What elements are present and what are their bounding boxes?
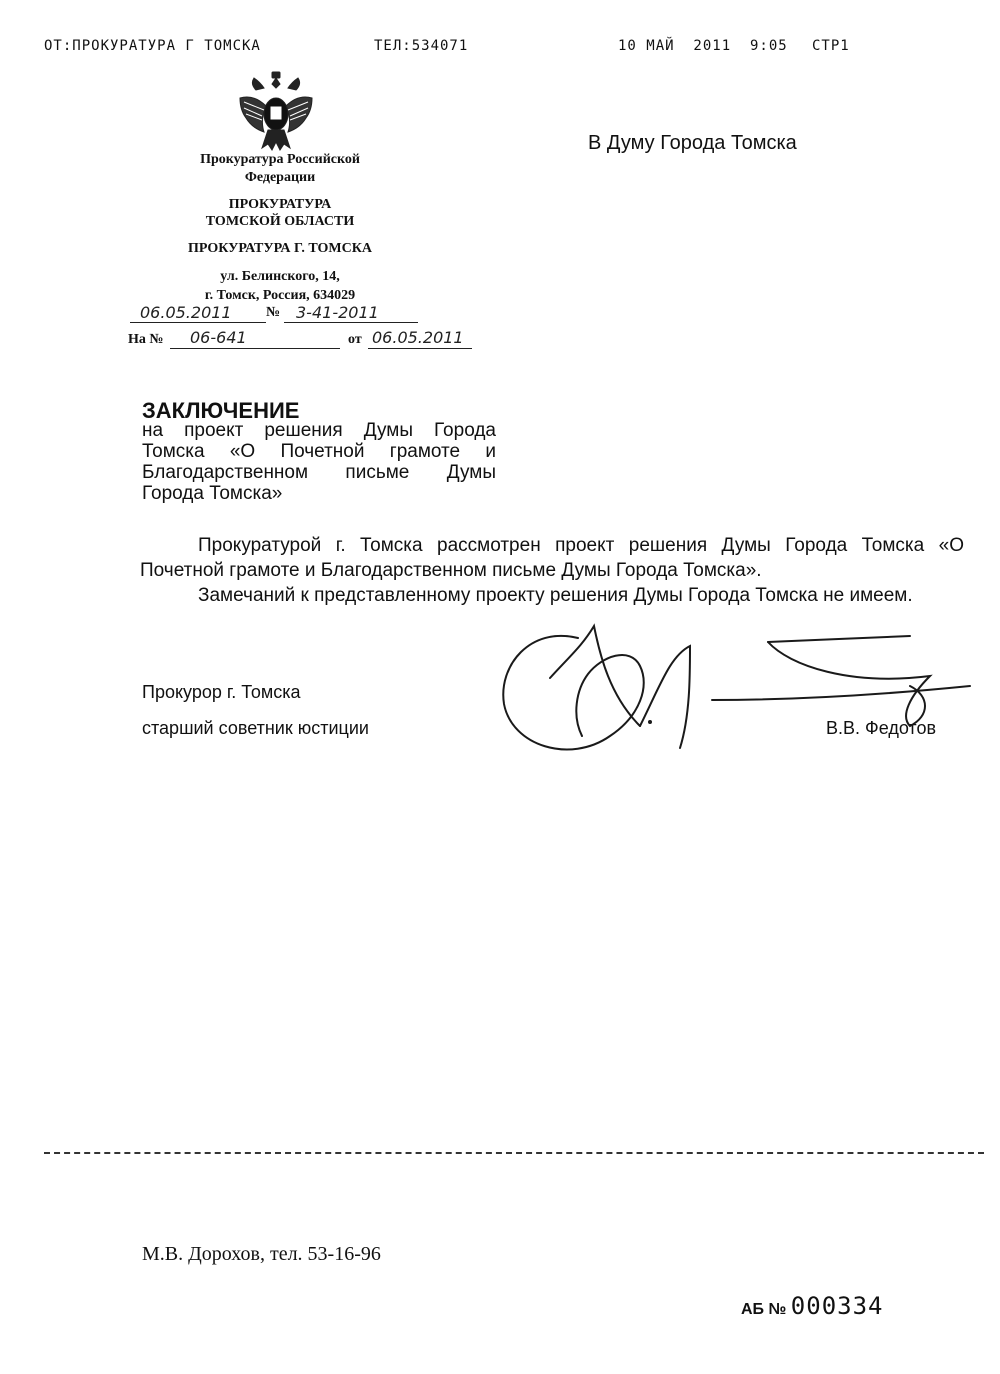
org-name-line4: ТОМСКОЙ ОБЛАСТИ [205,214,355,229]
outgoing-number-line [284,322,418,323]
fax-page: СТР1 [812,38,850,54]
document-title: ЗАКЛЮЧЕНИЕ [142,398,300,423]
recipient: В Думу Города Томска [588,132,797,154]
serial-stamp [741,1292,884,1320]
outgoing-number-label: № [266,305,281,320]
handwritten-signature [490,616,980,766]
org-name-line2: Федерации [244,170,316,185]
outgoing-number: 3-41-2011 [296,303,379,322]
address-line1: ул. Белинского, 14, [220,269,340,284]
body-paragraph-1: Прокуратурой г. Томска рассмотрен проект решения Думы Города Томска «О Почетной грамоте и Благодарственном письме Думы Города Томска». [140,535,964,581]
reference-date: 06.05.2011 [372,328,464,347]
reference-number: 06-641 [190,328,247,347]
reference-number-line [170,348,340,349]
serial-label: АБ № [741,1301,787,1318]
signer-position-line1: Прокурор г. Томска [142,682,301,702]
outgoing-date: 06.05.2011 [140,303,232,322]
coat-of-arms-icon [232,68,320,156]
reference-from-label: от [348,332,362,347]
fax-phone: ТЕЛ:534071 [374,38,469,54]
fax-sender: ОТ:ПРОКУРАТУРА Г ТОМСКА [44,38,261,54]
document-subtitle: на проект решения Думы Города Томска «О Почетной грамоте и Благодарственном письме Думы Города Томска» [142,420,496,504]
reference-label: На № [128,332,164,347]
signer-name: В.В. Федотов [826,718,937,738]
outgoing-date-line [130,322,266,323]
signer-position-line2: старший советник юстиции [142,718,369,738]
executor-contact: М.В. Дорохов, тел. 53-16-96 [142,1243,381,1265]
org-name-line3: ПРОКУРАТУРА [228,197,332,212]
serial-number: 000334 [790,1292,884,1320]
fax-datetime: 10 МАЙ 2011 9:05 [618,38,788,54]
org-name-line5: ПРОКУРАТУРА Г. ТОМСКА [188,241,372,256]
body-paragraph-2: Замечаний к представленному проекту решения Думы Города Томска не имеем. [198,585,913,606]
footer-divider [44,1152,984,1154]
address-line2: г. Томск, Россия, 634029 [204,288,356,303]
org-name-line1: Прокуратура Российской [200,152,360,167]
reference-date-line [368,348,472,349]
